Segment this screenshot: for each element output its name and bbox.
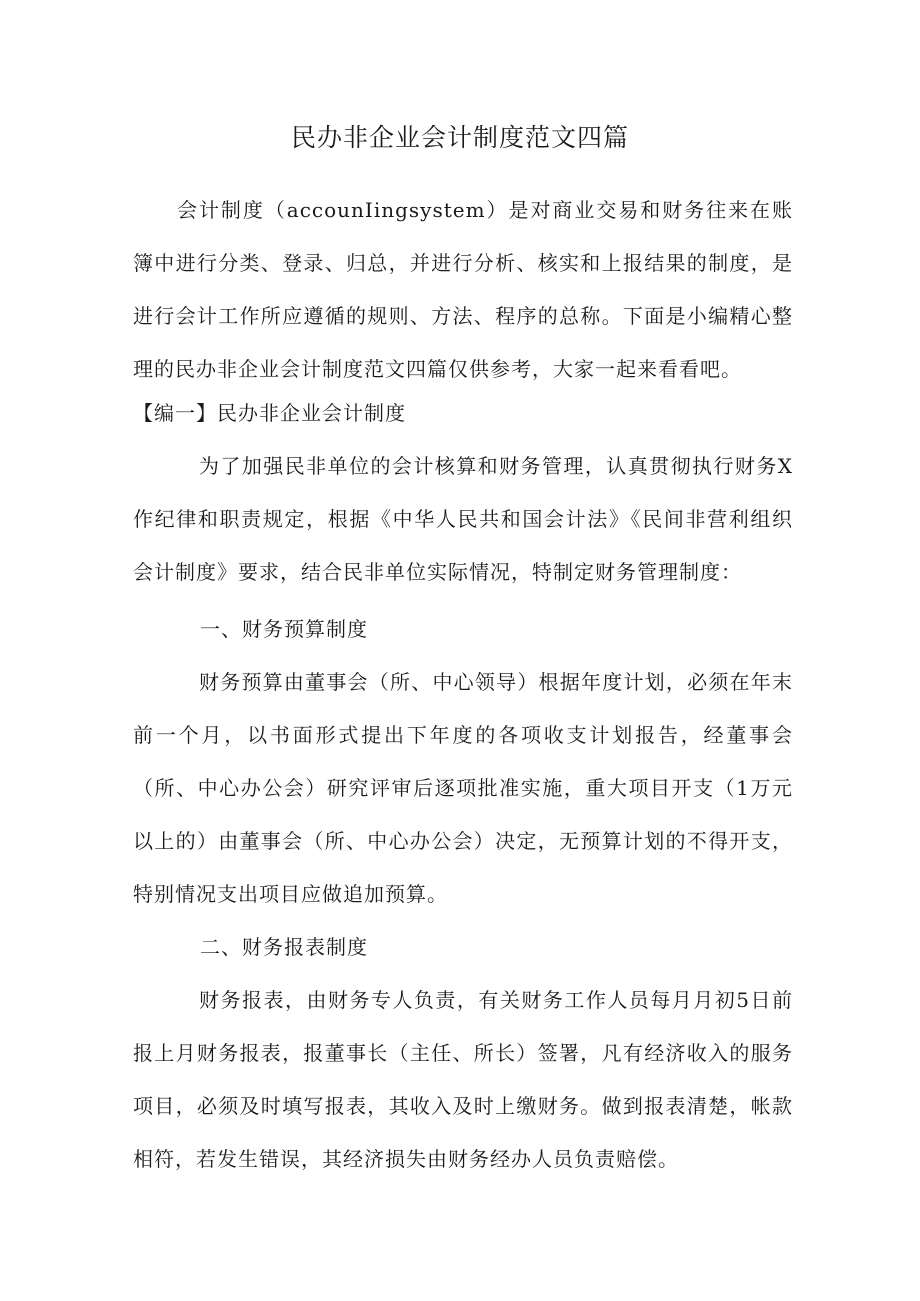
budget-paragraph: 财务预算由董事会（所、中心领导）根据年度计划，必须在年末前一个月，以书面形式提出下年度的各项收支计划报告，经董事会（所、中心办公会）研究评审后逐项批准实施，重大项目开支（1万元以上的）由董事会（所、中心办公会）决定，无预算计划的不得开支，特别情况支出项目应做追加预算。 [133, 670, 793, 906]
subsection-heading-reports: 二、财务报表制度 [200, 935, 368, 959]
document-title: 民办非企业会计制度范文四篇 [290, 123, 629, 152]
subsection-heading-budget: 一、财务预算制度 [200, 617, 368, 641]
section-heading: 【编一】民办非企业会计制度 [133, 401, 406, 425]
intro-paragraph: 会计制度（accounIingsystem）是对商业交易和财务往来在账簿中进行分类、登录、归总，并进行分析、核实和上报结果的制度，是进行会计工作所应遵循的规则、方法、程序的总称。下面是小编精心整理的民办非企业会计制度范文四篇仅供参考，大家一起来看看吧。 [133, 198, 793, 381]
section-intro-paragraph: 为了加强民非单位的会计核算和财务管理，认真贯彻执行财务X作纪律和职责规定，根据《中华人民共和国会计法》《民间非营利组织会计制度》要求，结合民非单位实际情况，特制定财务管理制度： [133, 454, 793, 584]
reports-paragraph: 财务报表，由财务专人负责，有关财务工作人员每月月初5日前报上月财务报表，报董事长（主任、所长）签署，凡有经济收入的服务项目，必须及时填写报表，其收入及时上缴财务。做到报表清楚，帐款相符，若发生错误，其经济损失由财务经办人员负责赔偿。 [133, 988, 793, 1171]
